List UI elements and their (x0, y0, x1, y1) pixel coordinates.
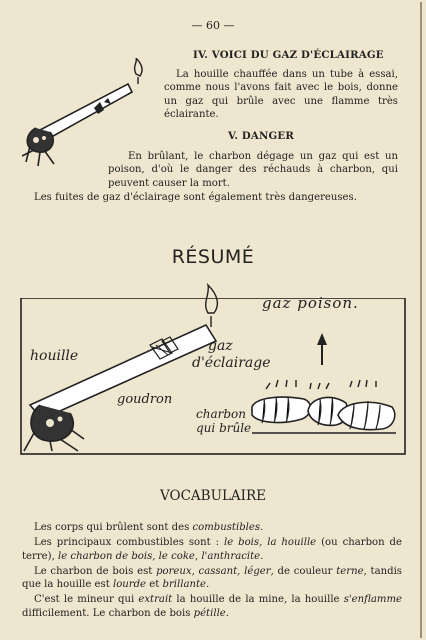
vocab-paragraph-3: Le charbon de bois est poreux, cassant, léger, de couleur terne, tandis que la houille est lourde et brillante. (22, 565, 402, 591)
section-5-note: Les fuites de gaz d'éclairage sont également très dangereuses. (34, 192, 357, 203)
vocab-paragraph-1: Les corps qui brûlent sont des combustibles. (34, 522, 264, 533)
label-eclairage: d'éclairage (192, 355, 271, 371)
vocab-paragraph-4: C'est le mineur qui extrait la houille de la mine, la houille s'enflamme difficilement. Le charbon de bois pétille. (22, 594, 402, 619)
label-houille: houille (30, 348, 79, 364)
section-5-text: En brûlant, le charbon dégage un gaz qui est un poison, d'où le danger des réchauds à charbon, qui peuvent causer la mort. (108, 151, 398, 189)
section-5-title: V. DANGER (228, 130, 294, 142)
resume-title: RÉSUMÉ (171, 246, 255, 268)
vocabulaire-title: VOCABULAIRE (159, 488, 267, 504)
label-gaz: gaz (208, 338, 233, 354)
section-4-title: IV. VOICI DU GAZ D'ÉCLAIRAGE (193, 49, 384, 61)
section-4-text: La houille chauffée dans un tube à essai, comme nous l'avons fait avec le bois, donne un gaz qui brûle avec une flamme très éclairante. (164, 69, 398, 120)
label-charbon: charbon (196, 407, 246, 421)
vocab-paragraph-2: Les principaux combustibles sont : le bois, la houille (ou charbon de terre), le charbon de bois, le coke, l'anthracite. (22, 537, 402, 562)
label-gaz-poison: gaz poison. (262, 294, 359, 312)
label-goudron: goudron (117, 392, 173, 407)
page-number: — 60 — (191, 19, 235, 32)
label-qui-brule: qui brûle (196, 421, 252, 435)
vocabulaire-text (22, 521, 402, 622)
